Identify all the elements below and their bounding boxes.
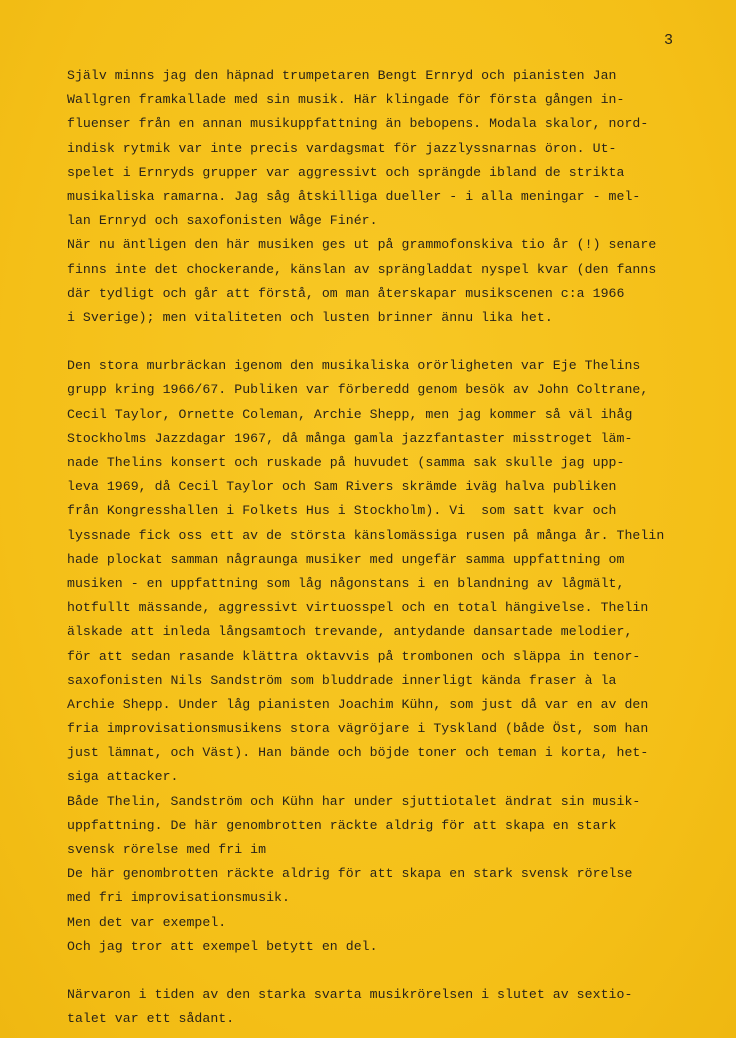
- text-line: Både Thelin, Sandström och Kühn har under sjuttiotalet ändrat sin musik-: [67, 793, 641, 809]
- text-line: När nu äntligen den här musiken ges ut på grammofonskiva tio år (!) senare: [67, 237, 657, 253]
- body-text: [67, 64, 727, 1032]
- text-line: Den stora murbräckan igenom den musikaliska orörligheten var Eje Thelins: [67, 358, 641, 374]
- page-number: 3: [664, 32, 674, 49]
- text-line: just lämnat, och Väst). Han bände och böjde toner och teman i korta, het-: [67, 745, 649, 761]
- text-line: Cecil Taylor, Ornette Coleman, Archie Shepp, men jag kommer så väl ihåg: [67, 406, 633, 422]
- text-line: leva 1969, då Cecil Taylor och Sam Rivers skrämde iväg halva publiken: [67, 479, 617, 495]
- text-line: spelet i Ernryds grupper var aggressivt och sprängde ibland de strikta: [67, 164, 625, 180]
- text-line: Archie Shepp. Under låg pianisten Joachim Kühn, som just då var en av den: [67, 696, 649, 712]
- paragraph: [67, 983, 727, 1031]
- text-line: Närvaron i tiden av den starka svarta musikrörelsen i slutet av sextio-: [67, 987, 633, 1003]
- text-line: Och jag tror att exempel betytt en del.: [67, 938, 378, 954]
- paragraph: [67, 354, 727, 959]
- text-line: saxofonisten Nils Sandström som bluddrade innerligt kända fraser à la: [67, 672, 617, 688]
- text-line: älskade att inleda långsamtoch trevande, antydande dansartade melodier,: [67, 624, 633, 640]
- text-line: för att sedan rasande klättra oktavvis på trombonen och släppa in tenor-: [67, 648, 641, 664]
- text-line: talet var ett sådant.: [67, 1011, 235, 1027]
- text-line: med fri improvisationsmusik.: [67, 890, 290, 906]
- text-line: där tydligt och går att förstå, om man återskapar musikscenen c:a 1966: [67, 285, 625, 301]
- text-line: De här genombrotten räckte aldrig för att skapa en stark svensk rörelse: [67, 866, 633, 882]
- text-line: grupp kring 1966/67. Publiken var förberedd genom besök av John Coltrane,: [67, 382, 649, 398]
- text-line: hotfullt mässande, aggressivt virtuosspel och en total hängivelse. Thelin: [67, 600, 649, 616]
- text-line: hade plockat samman någraunga musiker med ungefär samma uppfattning om: [67, 551, 625, 567]
- text-line: Stockholms Jazzdagar 1967, då många gamla jazzfantaster misstroget läm-: [67, 430, 633, 446]
- text-line: Wallgren framkallade med sin musik. Här klingade för första gången in-: [67, 92, 625, 108]
- text-line: finns inte det chockerande, känslan av sprängladdat nyspel kvar (den fanns: [67, 261, 657, 277]
- text-line: från Kongresshallen i Folkets Hus i Stockholm). Vi som satt kvar och: [67, 503, 617, 519]
- text-line: siga attacker.: [67, 769, 179, 785]
- text-line: fluenser från en annan musikuppfattning än bebopens. Modala skalor, nord-: [67, 116, 649, 132]
- text-line: musiken - en uppfattning som låg någonstans i en blandning av lågmält,: [67, 575, 625, 591]
- text-line: uppfattning. De här genombrotten räckte aldrig för att skapa en stark: [67, 817, 617, 833]
- text-line: Men det var exempel.: [67, 914, 227, 930]
- text-line: lyssnade fick oss ett av de största känslomässiga rusen på många år. Thelin: [67, 527, 665, 543]
- text-line: lan Ernryd och saxofonisten Wåge Finér.: [67, 213, 378, 229]
- text-line: indisk rytmik var inte precis vardagsmat för jazzlyssnarnas öron. Ut-: [67, 140, 617, 156]
- paragraph: [67, 64, 727, 330]
- paragraph-gap: [67, 330, 727, 354]
- text-line: i Sverige); men vitaliteten och lusten brinner ännu lika het.: [67, 309, 553, 325]
- text-line: svensk rörelse med fri im: [67, 842, 267, 857]
- paragraph-gap: [67, 959, 727, 983]
- text-line: nade Thelins konsert och ruskade på huvudet (samma sak skulle jag upp-: [67, 455, 625, 470]
- text-line: Själv minns jag den häpnad trumpetaren Bengt Ernryd och pianisten Jan: [67, 68, 617, 83]
- text-line: musikaliska ramarna. Jag såg åtskilliga dueller - i alla meningar - mel-: [67, 188, 641, 204]
- text-line: fria improvisationsmusikens stora vägröjare i Tyskland (både Öst, som han: [67, 721, 649, 737]
